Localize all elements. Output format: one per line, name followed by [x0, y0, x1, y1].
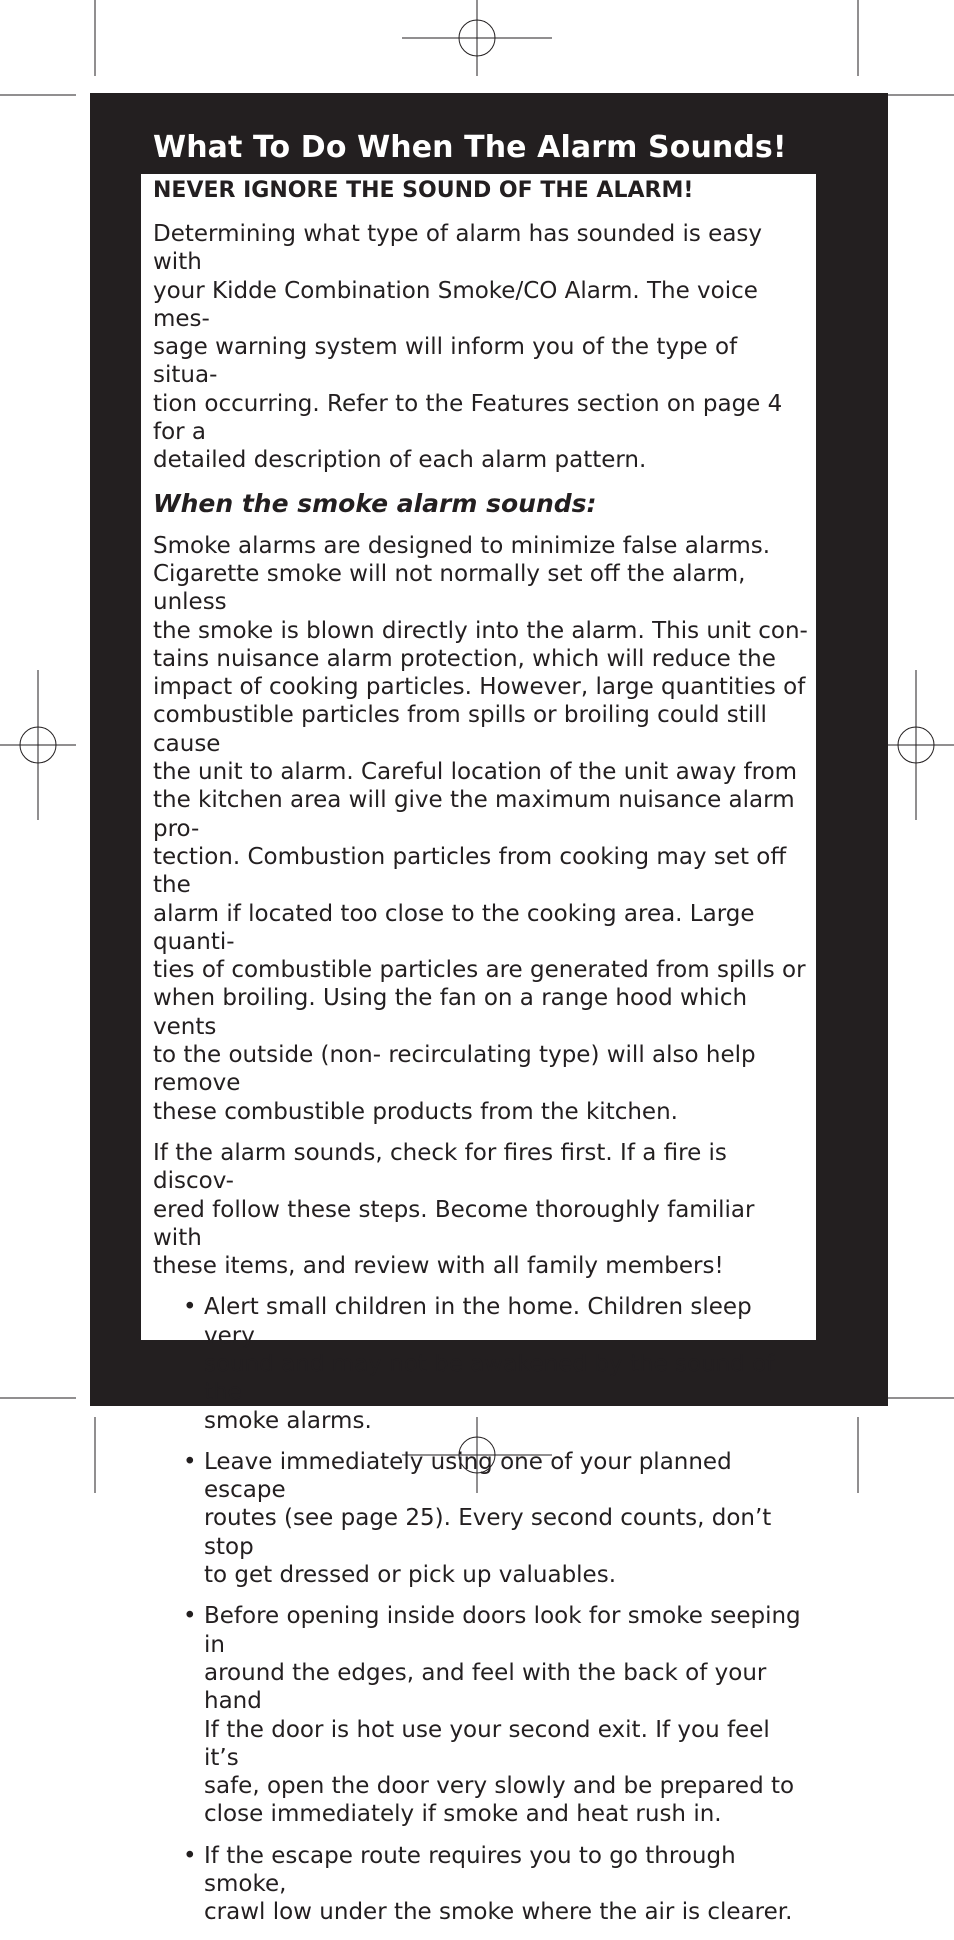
list-item-text: If the escape route requires you to go through smoke, crawl low under the smoke where the air is clearer. [204, 1842, 793, 1926]
list-item-text: Leave immediately using one of your planned escape routes (see page 25). Every second counts, don’t stop to get dressed or pick up valuables. [204, 1448, 772, 1589]
intro-paragraph: Determining what type of alarm has sounded is easy with your Kidde Combination Smoke/CO Alarm. The voice mes- sage warning system will inform you of the type of situa- tion occurring. Refer to the Features section on page 4 for a detailed description of each alarm pattern. [153, 221, 783, 474]
list-item-text: Before opening inside doors look for smoke seeping in around the edges, and feel with the back of your hand If the door is hot use your second exit. If you feel it’s safe, open the door very slowly and be prepared to close immediately if smoke and heat rush in. [204, 1603, 801, 1828]
bullet-icon: • [183, 1603, 197, 1630]
list-item [153, 1842, 808, 1927]
list-item-text: Alert small children in the home. Children sleep very sound and may not be awakened by the sound of the smoke alarms. [204, 1294, 775, 1434]
registration-mark-right [878, 670, 954, 820]
fire-steps-list [153, 1293, 808, 1926]
smoke-alarm-heading: When the smoke alarm sounds: [153, 488, 597, 518]
bullet-icon: • [183, 1842, 197, 1869]
registration-mark-top [402, 0, 552, 76]
bullet-icon: • [183, 1448, 197, 1475]
warning-heading: NEVER IGNORE THE SOUND OF THE ALARM! [153, 178, 694, 203]
list-item [153, 1602, 808, 1828]
content-body [153, 176, 808, 1940]
page-title: What To Do When The Alarm Sounds! [153, 130, 787, 165]
list-item [153, 1448, 808, 1589]
list-item [153, 1293, 808, 1434]
smoke-alarm-paragraph: Smoke alarms are designed to minimize false alarms. Cigarette smoke will not normally set off the alarm, unless the smoke is blown directly into the alarm. This unit con- tains nuisance alarm protection, which will reduce the impact of cooking particles. However, large quantities of combustible particles from spills or broiling could still cause the unit to alarm. Careful location of the unit away from the kitchen area will give the maximum nuisance alarm pro- tection. Combustion particles from cooking may set off the alarm if located too close to the cooking area. Large quanti- ties of combustible particles are generated from spills or when broiling. Using the fan on a range hood which vents to the outside (non- recirculating type) will also help remove these combustible products from the kitchen. [153, 532, 808, 1125]
fire-steps-paragraph: If the alarm sounds, check for fires first. If a fire is discov- ered follow these steps. Become thoroughly familiar with these items, and review with all family members! [153, 1139, 755, 1280]
registration-mark-left [0, 670, 76, 820]
bullet-icon: • [183, 1294, 197, 1321]
